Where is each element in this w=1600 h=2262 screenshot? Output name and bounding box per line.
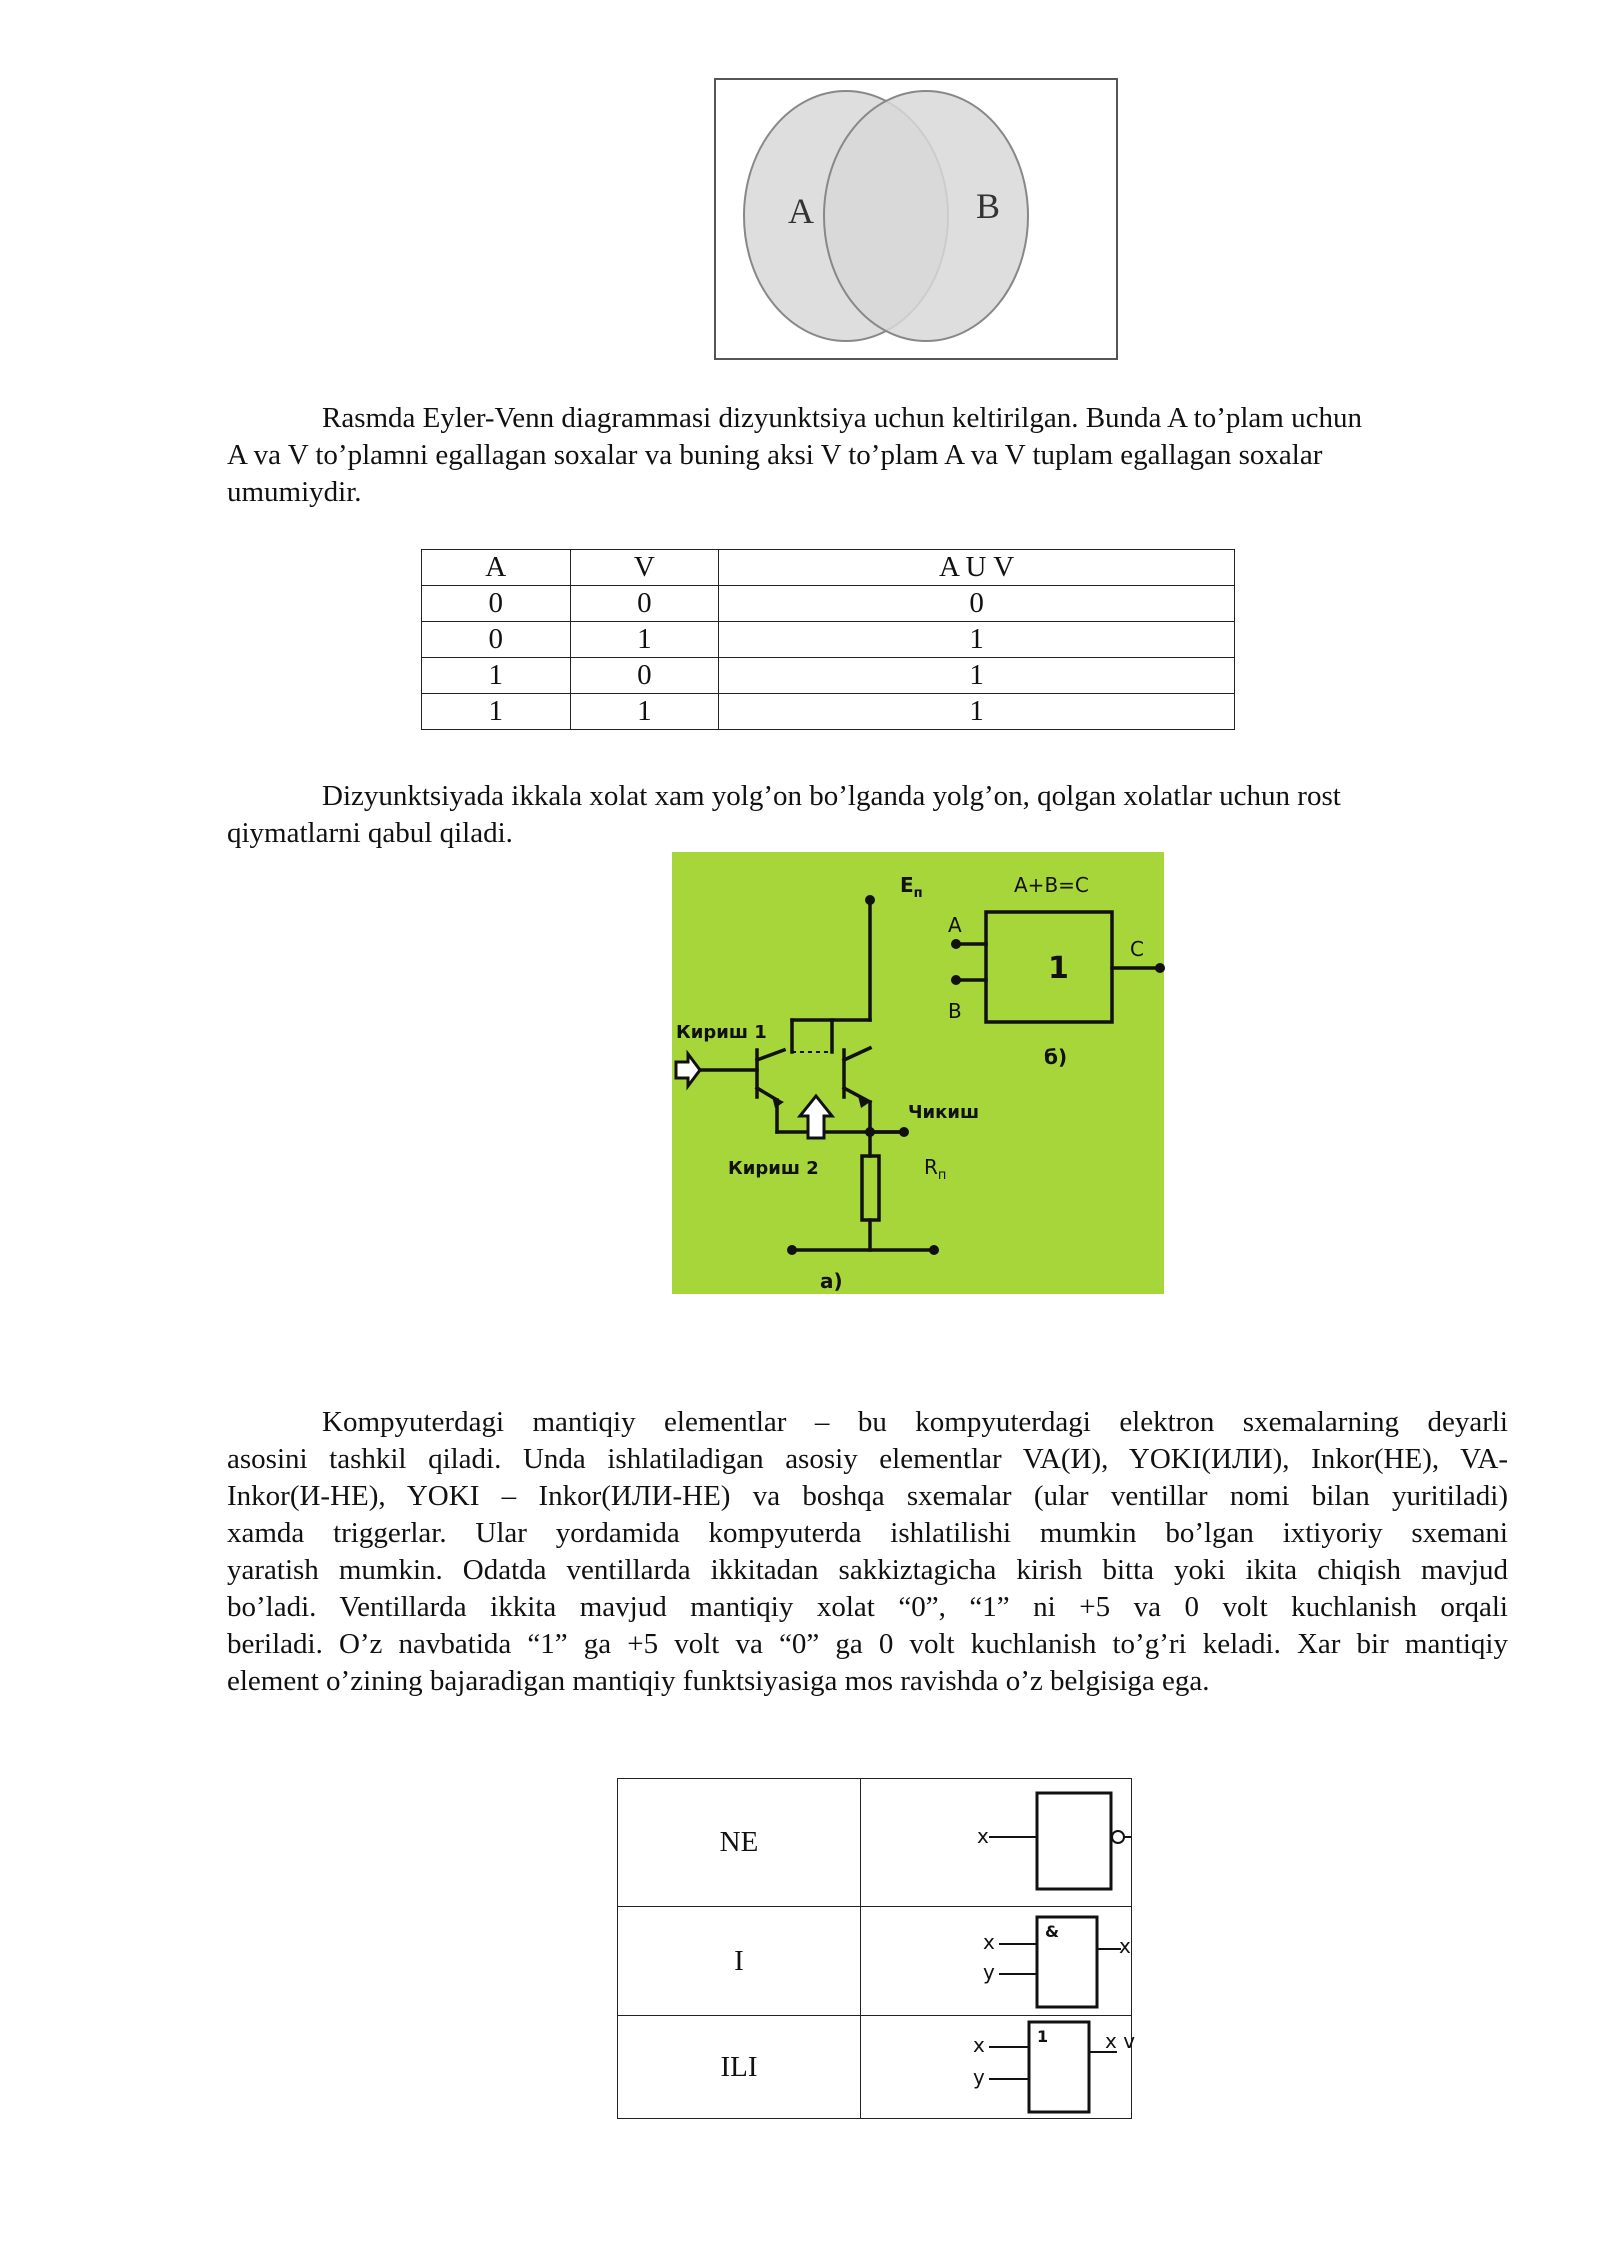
- paragraph-venn-description: [227, 400, 1517, 511]
- paragraph-logic-elements: [227, 1404, 1508, 1700]
- i-input-y-label: y: [983, 1960, 995, 1984]
- table-cell: 1: [422, 694, 571, 730]
- table-row: [422, 658, 1235, 694]
- gate-name-ne: NE: [618, 1779, 861, 1907]
- supply-label-sub: п: [913, 886, 923, 901]
- paragraph3-line8: element o’zining bajaradigan mantiqiy funktsiyasiga mos ravishda o’z belgisiga ega.: [227, 1665, 1210, 1697]
- or-symbol: 1: [1037, 2027, 1049, 2046]
- header-v: V: [570, 550, 719, 586]
- truth-table: [421, 549, 1235, 730]
- supply-label: E: [900, 873, 914, 897]
- paragraph3-line3: Inkor(И-НЕ), YOKI – Inkor(ИЛИ-НЕ) va boshqa sxemalar (ular ventillar nomi bilan yuritiladi): [227, 1480, 1508, 1512]
- ili-input-x-label: x: [973, 2033, 985, 2057]
- formula-label: A+B=C: [1014, 873, 1089, 897]
- table-cell: 1: [570, 694, 719, 730]
- circuit-background: [672, 852, 1164, 1294]
- paragraph3-line6: bo’ladi. Ventillarda ikkita mavjud mantiqiy xolat “0”, “1” ni +5 va 0 volt kuchlanish orqali: [227, 1591, 1508, 1623]
- table-row: [422, 586, 1235, 622]
- table-cell: 0: [570, 586, 719, 622]
- output-label: Чикиш: [908, 1102, 980, 1123]
- ili-input-y-label: y: [973, 2065, 985, 2089]
- paragraph1-line2: A va V to’plamni egallagan soxalar va buning aksi V to’plam A va V tuplam egallagan soxalar: [227, 439, 1323, 471]
- gate-input-b-label: B: [948, 999, 962, 1023]
- i-output-label: x: [1119, 1934, 1131, 1958]
- paragraph3-line5: yaratish mumkin. Odatda ventillarda ikkitadan sakkiztagicha kirish bitta yoki ikita chiqish mavjud: [227, 1554, 1508, 1586]
- paragraph3-line4: xamda triggerlar. Ular yordamida kompyuterda ishlatilishi mumkin bo’lgan ixtiyoriy sxemani: [227, 1517, 1508, 1549]
- gate-symbol-i: [861, 1907, 1132, 2016]
- table-cell: 0: [719, 586, 1235, 622]
- or-gate-circuit-figure: [672, 852, 1164, 1294]
- ne-input-x-label: x: [977, 1824, 989, 1848]
- gate-symbol-ili: [861, 2016, 1136, 2119]
- set-a-label: A: [788, 191, 814, 231]
- venn-diagram: [714, 78, 1118, 360]
- paragraph-disjunction: [227, 778, 1517, 852]
- header-a: A: [422, 550, 571, 586]
- caption-a: а): [820, 1269, 843, 1293]
- paragraph1-line1: Rasmda Eyler-Venn diagrammasi dizyunktsiya uchun keltirilgan. Bunda A to’plam uchun: [322, 402, 1362, 434]
- logic-gates-table: [617, 1778, 1136, 2119]
- gate-symbol: 1: [1048, 951, 1069, 986]
- table-cell: 0: [422, 586, 571, 622]
- input2-label: Кириш 2: [728, 1158, 819, 1179]
- table-cell: 1: [719, 622, 1235, 658]
- table-row: [618, 2016, 1132, 2119]
- gate-output-c-label: C: [1130, 937, 1144, 961]
- gate-name-i: I: [618, 1907, 861, 2016]
- table-cell: 1: [570, 622, 719, 658]
- table-cell: 1: [422, 658, 571, 694]
- paragraph3-line7: beriladi. O’z navbatida “1” ga +5 volt va “0” ga 0 volt kuchlanish to’g’ri keladi. Xar bir mantiqiy: [227, 1628, 1508, 1660]
- input1-label: Кириш 1: [676, 1022, 767, 1043]
- inverter-bubble-icon: [1112, 1831, 1124, 1843]
- gate-input-a-label: A: [948, 913, 962, 937]
- truth-table-header-row: [422, 550, 1235, 586]
- table-row: [422, 622, 1235, 658]
- and-symbol: &: [1045, 1922, 1059, 1941]
- set-b-label: B: [976, 186, 1001, 226]
- table-cell: 0: [422, 622, 571, 658]
- paragraph1-line3: umumiydir.: [227, 476, 362, 508]
- gate-symbol-ne: [861, 1779, 1132, 1907]
- table-cell: 0: [570, 658, 719, 694]
- gate-name-ili: ILI: [618, 2016, 861, 2119]
- caption-b: б): [1044, 1045, 1068, 1069]
- paragraph2-line1: Dizyunktsiyada ikkala xolat xam yolg’on bo’lganda yolg’on, qolgan xolatlar uchun rost: [322, 780, 1341, 812]
- table-cell: 1: [719, 694, 1235, 730]
- table-cell: 1: [719, 658, 1235, 694]
- header-a-union-v: A U V: [719, 550, 1235, 586]
- resistor-label-sub: п: [937, 1168, 947, 1183]
- table-row: [618, 1779, 1132, 1907]
- table-row: [618, 1907, 1132, 2016]
- paragraph3-line1: Kompyuterdagi mantiqiy elementlar – bu kompyuterdagi elektron sxemalarning deyarli: [322, 1406, 1508, 1438]
- paragraph3-line2: asosini tashkil qiladi. Unda ishlatiladigan asosiy elementlar VA(И), YOKI(ИЛИ), Inkor(НЕ), VA-: [227, 1443, 1508, 1475]
- table-row: [422, 694, 1235, 730]
- i-input-x-label: x: [983, 1930, 995, 1954]
- paragraph2-line2: qiymatlarni qabul qiladi.: [227, 817, 513, 849]
- resistor-label: R: [924, 1155, 938, 1179]
- ili-output-label: x v: [1105, 2029, 1136, 2053]
